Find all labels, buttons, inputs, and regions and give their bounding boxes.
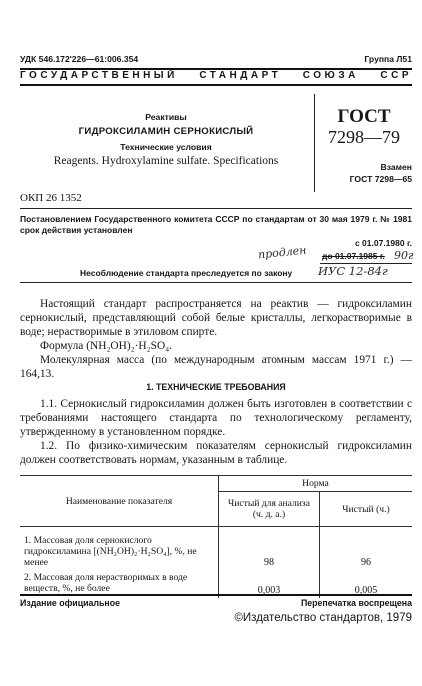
official-edition: Издание официальное: [20, 598, 120, 608]
handwritten-ius-note: ИУС 12-84г: [318, 264, 388, 278]
row-2-grade-a: 0,003: [219, 570, 320, 598]
intro-text: [20, 297, 412, 381]
udk-code: УДК 546.172'226—61:006.354: [20, 54, 139, 64]
okp-code: ОКП 26 1352: [20, 192, 82, 204]
okp-rule: [20, 208, 412, 209]
section-text: [20, 397, 412, 467]
table-header-grade-b: Чистый (ч.): [320, 492, 413, 527]
reprint-notice: Перепечатка воспрещена: [300, 598, 412, 608]
gost-number: 7298—79: [328, 127, 400, 147]
table-row: [20, 527, 412, 571]
molecular-mass: Молекулярная масса (по международным атомным массам 1971 г.) — 164,13.: [20, 354, 412, 380]
clause-1-1: 1.1. Сернокислый гидроксиламин должен быть изготовлен в соответствии с требованиями настоящего стандарта по технологическому регламенту, утвержденному в установленном порядке.: [20, 398, 412, 438]
validity-to: до 01.07.1985 г.: [322, 251, 385, 261]
decree-text: Постановлением Государственного комитета СССР по стандартам от 30 мая 1979 г. № 1981 срок действия установлен: [20, 214, 412, 235]
document-subtitle: Технические условия: [120, 142, 212, 152]
row-1-grade-a: 98: [219, 527, 320, 571]
english-title: Reagents. Hydroxylamine sulfate. Specifications: [53, 155, 279, 167]
category-label: Реактивы: [145, 112, 187, 122]
section-heading: 1. ТЕХНИЧЕСКИЕ ТРЕБОВАНИЯ: [146, 382, 286, 392]
gost-label: ГОСТ: [337, 106, 391, 127]
penalty-notice: Несоблюдение стандарта преследуется по закону: [80, 268, 293, 278]
row-1-name: 1. Массовая доля сернокислого гидроксиламина [(NH₂OH)₂·H₂SO₄], %, не менее: [20, 527, 219, 571]
replaces-gost: ГОСТ 7298—65: [349, 174, 412, 184]
table-header-grade-a: Чистый для анализа (ч. д. а.): [219, 492, 320, 527]
row-2-grade-b: 0,005: [320, 570, 413, 598]
row-1-grade-b: 96: [320, 527, 413, 571]
footer-rule: [20, 594, 412, 596]
title-vertical-divider: [314, 94, 315, 192]
table-header-indicator: Наименование показателя: [20, 476, 219, 527]
state-standard-banner: ГОСУДАРСТВЕННЫЙ СТАНДАРТ СОЮЗА ССР: [20, 70, 412, 81]
replaces-label: Взамен: [380, 162, 412, 172]
header-bottom-rule: [20, 84, 412, 86]
document-title: ГИДРОКСИЛАМИН СЕРНОКИСЛЫЙ: [78, 126, 254, 137]
table-header-norm: Норма: [219, 476, 413, 492]
norms-table: [20, 475, 412, 598]
row-2-name: 2. Массовая доля нерастворимых в воде веществ, %, не более: [20, 570, 219, 598]
clause-1-2: 1.2. По физико-химическим показателям сернокислый гидроксиламин должен соответствовать нормам, указанным в таблице.: [20, 440, 412, 466]
validity-from: с 01.07.1980 г.: [354, 238, 412, 248]
copyright: ©Издательство стандартов, 1979: [234, 612, 412, 624]
formula-line: Формула (NH₂OH)₂·H₂SO₄.: [40, 340, 173, 352]
handwritten-extended: продлен: [257, 243, 308, 262]
intro-paragraph: Настоящий стандарт распространяется на реактив — гидроксиламин сернокислый, представляющий собой белые кристаллы, легкорастворимые в воде; нерастворимые в этиловом спирте.: [20, 298, 412, 338]
handwritten-date-digits: 90г: [394, 249, 414, 262]
group-code: Группа Л51: [364, 54, 412, 64]
decree-rule: [20, 282, 412, 283]
